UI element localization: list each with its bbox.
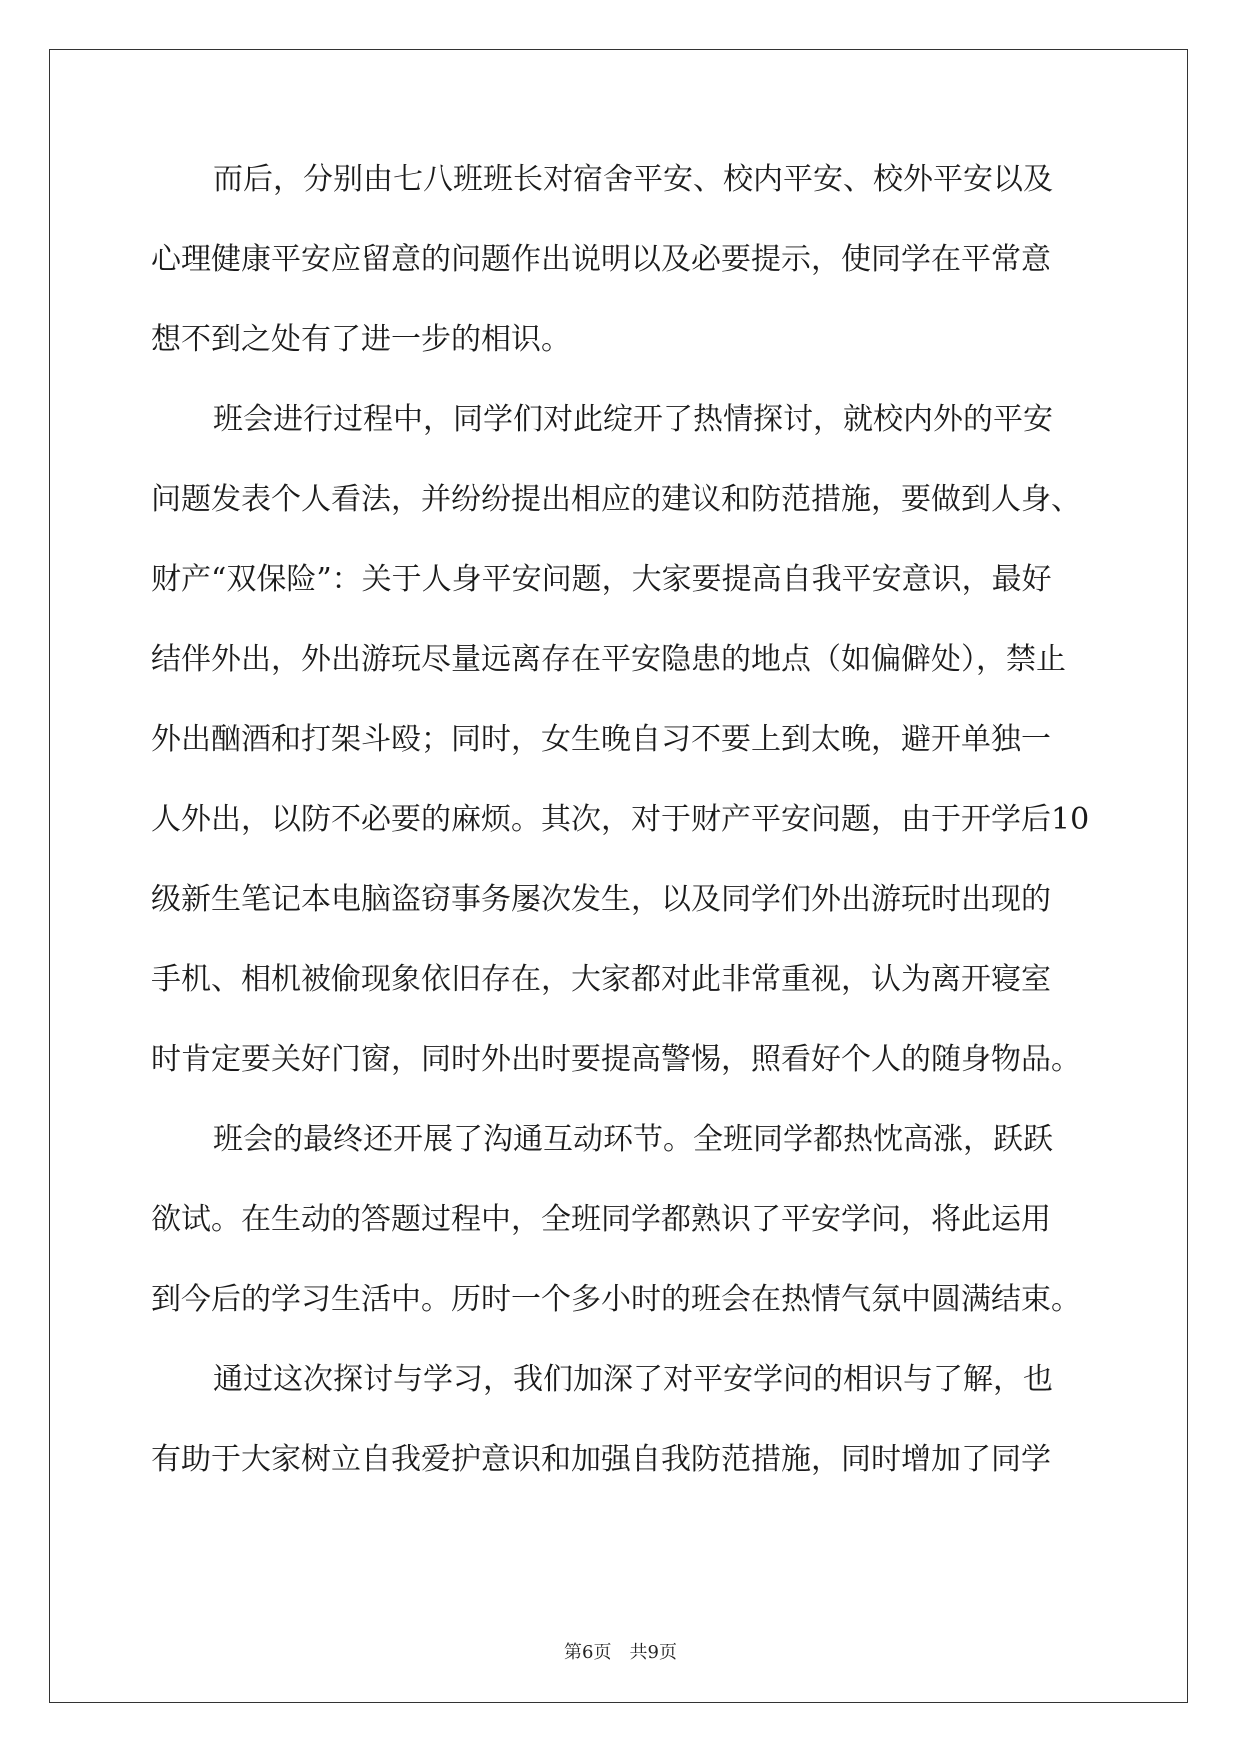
- paragraph: [151, 400, 1091, 1120]
- paragraph: [151, 1120, 1091, 1360]
- text-line: 人外出，以防不必要的麻烦。其次，对于财产平安问题，由于开学后10: [151, 802, 1090, 837]
- document-body: [151, 160, 1091, 1520]
- text-line: 结伴外出，外出游玩尽量远离存在平安隐患的地点（如偏僻处），禁止: [151, 642, 1066, 677]
- text-line: 时肯定要关好门窗，同时外出时要提高警惕，照看好个人的随身物品。: [151, 1042, 1081, 1077]
- text-line: 财产“双保险”：关于人身平安问题，大家要提高自我平安意识，最好: [151, 562, 1052, 597]
- text-line: 想不到之处有了进一步的相识。: [151, 322, 571, 357]
- page-number: 第6页 共9页: [564, 1642, 677, 1663]
- text-line: 班会进行过程中，同学们对此绽开了热情探讨，就校内外的平安: [213, 402, 1053, 437]
- text-line: 问题发表个人看法，并纷纷提出相应的建议和防范措施，要做到人身、: [151, 482, 1081, 517]
- paragraph: [151, 160, 1091, 400]
- text-line: 欲试。在生动的答题过程中，全班同学都熟识了平安学问，将此运用: [151, 1202, 1051, 1237]
- text-line: 班会的最终还开展了沟通互动环节。全班同学都热忱高涨，跃跃: [213, 1122, 1053, 1157]
- page-footer: [0, 1638, 1241, 1664]
- text-line: 通过这次探讨与学习，我们加深了对平安学问的相识与了解，也: [213, 1362, 1053, 1397]
- text-line: 到今后的学习生活中。历时一个多小时的班会在热情气氛中圆满结束。: [151, 1282, 1081, 1317]
- text-line: 外出酗酒和打架斗殴；同时，女生晚自习不要上到太晚，避开单独一: [151, 722, 1051, 757]
- text-line: 而后，分别由七八班班长对宿舍平安、校内平安、校外平安以及: [213, 162, 1053, 197]
- text-line: 有助于大家树立自我爱护意识和加强自我防范措施，同时增加了同学: [151, 1442, 1051, 1477]
- text-line: 心理健康平安应留意的问题作出说明以及必要提示，使同学在平常意: [151, 242, 1051, 277]
- text-line: 级新生笔记本电脑盗窃事务屡次发生，以及同学们外出游玩时出现的: [151, 882, 1051, 917]
- paragraph: [151, 1360, 1091, 1520]
- text-line: 手机、相机被偷现象依旧存在，大家都对此非常重视，认为离开寝室: [151, 962, 1051, 997]
